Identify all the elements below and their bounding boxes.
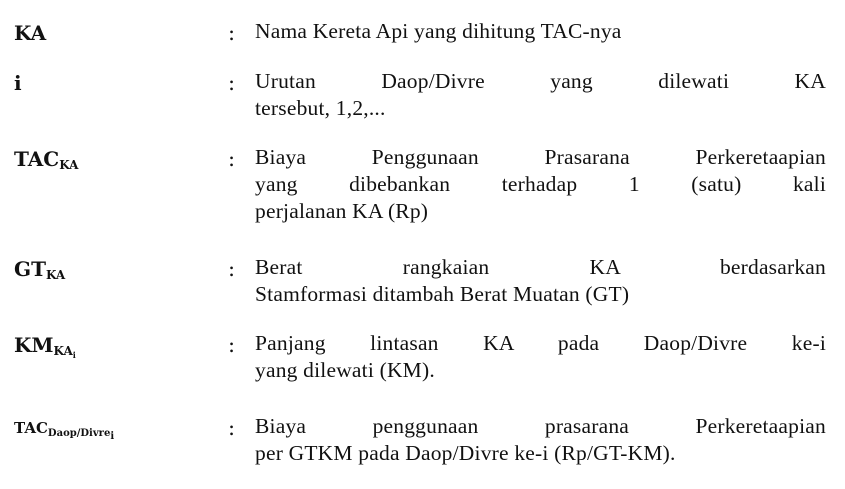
description	[255, 18, 826, 45]
term-subscript: KA	[45, 268, 66, 282]
description-line: yang dilewati (KM).	[255, 358, 435, 382]
description-line: Urutan Daop/Divre yang dilewati KA	[255, 69, 826, 93]
description-line: yang dibebankan terhadap 1 (satu) kali	[255, 172, 826, 196]
term-main: KA	[14, 21, 47, 45]
description-line: perjalanan KA (Rp)	[255, 199, 429, 223]
term	[14, 330, 76, 360]
term	[14, 144, 79, 174]
description-line: Biaya Penggunaan Prasarana Perkeretaapian	[255, 145, 826, 169]
term-sub-subscript: i	[72, 350, 76, 360]
description	[255, 330, 826, 384]
term-main: i	[14, 71, 22, 95]
description	[255, 144, 826, 225]
term-main: TAC	[14, 147, 60, 171]
term-main: GT	[14, 257, 46, 281]
description	[255, 68, 826, 122]
description-line: Stamformasi ditambah Berat Muatan (GT)	[255, 282, 630, 306]
description-line: per GTKM pada Daop/Divre ke-i (Rp/GT-KM).	[255, 441, 676, 465]
term-main: KM	[14, 333, 54, 357]
description-line: Biaya penggunaan prasarana Perkeretaapian	[255, 414, 826, 438]
term-subscript: Daop/Divre	[47, 428, 111, 439]
separator: :	[228, 21, 236, 45]
term-subscript: KA	[53, 344, 73, 358]
term	[14, 254, 65, 284]
separator: :	[228, 416, 236, 440]
separator: :	[228, 147, 236, 171]
term	[14, 18, 46, 48]
term-sub-subscript: i	[110, 431, 115, 442]
description-line: Nama Kereta Api yang dihitung TAC-nya	[255, 19, 622, 43]
separator: :	[228, 257, 236, 281]
description	[255, 413, 826, 467]
term-main: TAC	[14, 419, 48, 437]
separator: :	[228, 333, 236, 357]
term-subscript: KA	[59, 158, 79, 172]
term	[14, 413, 114, 443]
term	[14, 68, 22, 98]
description	[255, 254, 826, 308]
description-line: tersebut, 1,2,...	[255, 96, 386, 120]
description-line: Berat rangkaian KA berdasarkan	[255, 255, 826, 279]
separator: :	[228, 71, 236, 95]
description-line: Panjang lintasan KA pada Daop/Divre ke-i	[255, 331, 826, 355]
